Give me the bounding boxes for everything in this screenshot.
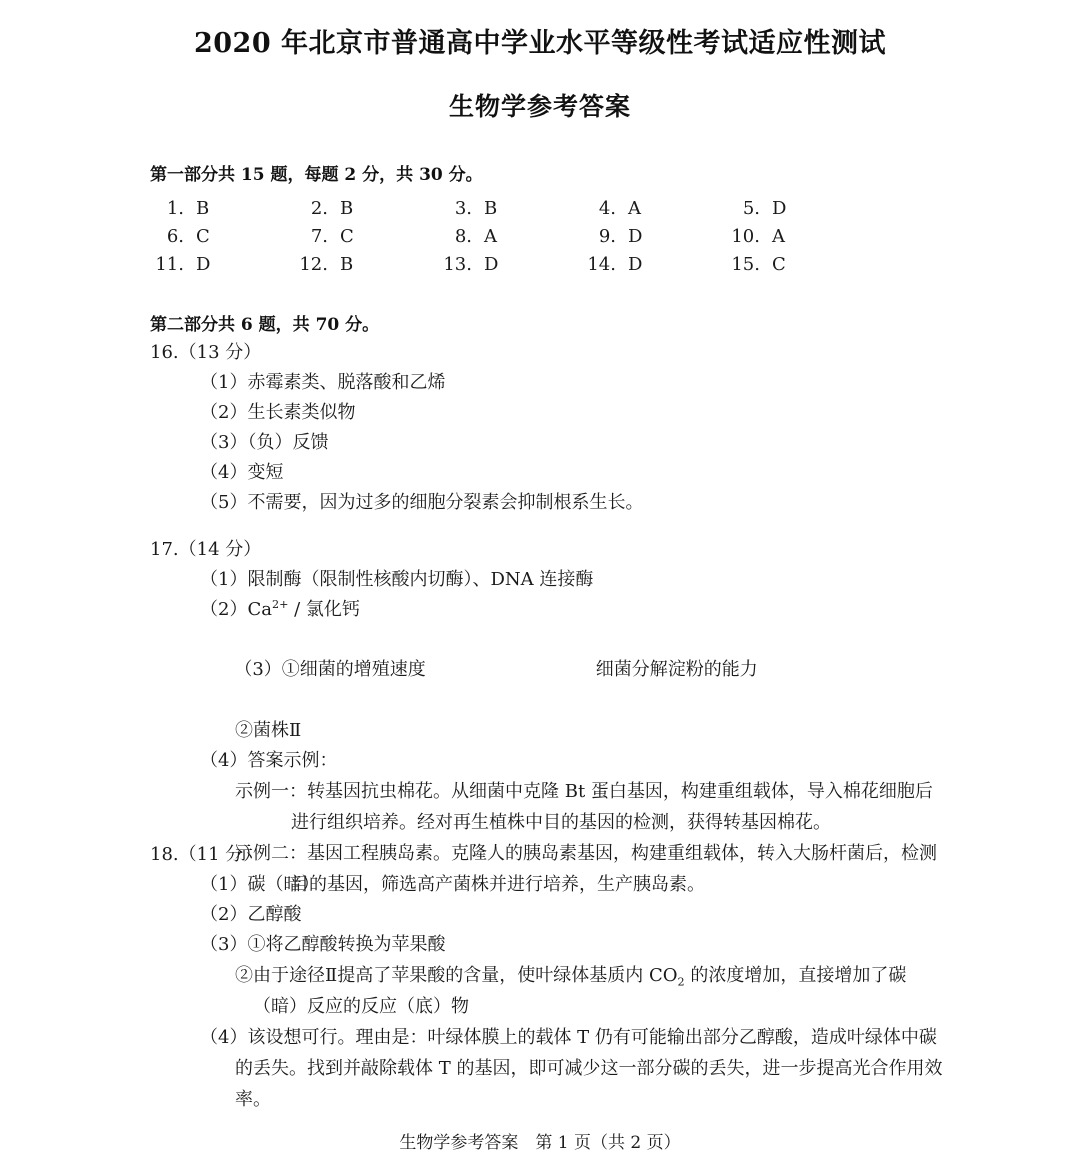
mcq-number: 4. [598, 198, 616, 219]
question-18-block [150, 840, 950, 1115]
mcq-cell [726, 198, 870, 219]
question-17-item-2-prefix: （2）Ca [200, 599, 272, 620]
question-16-item-4: （4）变短 [200, 462, 284, 483]
question-17-heading: 17.（14 分） [150, 539, 262, 560]
mcq-answer: B [196, 198, 210, 219]
question-17-example-1: 示例一：转基因抗虫棉花。从细菌中克隆 Bt 蛋白基因，构建重组载体，导入棉花细胞后进行组织培养。经对再生植株中目的基因的检测，获得转基因棉花。 [235, 781, 933, 833]
mcq-cell [150, 226, 294, 247]
mcq-answer: B [340, 254, 354, 275]
question-17-item-3-sub-2: ②菌株Ⅱ [235, 720, 302, 741]
question-18-item-3-marker: （3） [200, 934, 248, 955]
mcq-cell [582, 226, 726, 247]
question-17-item-3 [200, 625, 950, 715]
question-18-item-3-subscript: 2 [677, 975, 685, 989]
question-17-item-3-marker: （3） [234, 659, 282, 680]
question-17-item-3-blank-b: 细菌分解淀粉的能力 [595, 659, 758, 680]
question-18-item-3-sub-2-pre: ②由于途径Ⅱ提高了苹果酸的含量，使叶绿体基质内 CO [235, 965, 678, 986]
question-18-heading: 18.（11 分） [150, 844, 262, 865]
part-two-heading: 第二部分共 6 题，共 70 分。 [150, 315, 380, 335]
mcq-answer: A [484, 226, 497, 247]
mcq-cell [150, 254, 294, 275]
mcq-number: 15. [731, 254, 760, 275]
mcq-number: 6. [166, 226, 184, 247]
multiple-choice-answer-grid [150, 198, 870, 282]
mcq-answer: D [772, 198, 787, 219]
mcq-answer: A [628, 198, 641, 219]
mcq-row [150, 254, 870, 282]
mcq-number: 9. [598, 226, 616, 247]
question-18-item-1: （1）碳（暗） [200, 874, 320, 895]
question-17-item-3-blank-a: ①细菌的增殖速度 [281, 659, 426, 680]
document-subtitle: 生物学参考答案 [448, 92, 631, 122]
question-17-item-2-suffix: / 氯化钙 [288, 599, 360, 620]
mcq-cell [438, 198, 582, 219]
mcq-cell [150, 198, 294, 219]
mcq-cell [582, 254, 726, 275]
mcq-number: 8. [454, 226, 472, 247]
mcq-cell [294, 254, 438, 275]
mcq-row [150, 226, 870, 254]
question-17-item-1: （1）限制酶（限制性核酸内切酶）、DNA 连接酶 [200, 569, 594, 590]
question-17-item-2 [200, 595, 950, 625]
mcq-answer: D [484, 254, 499, 275]
mcq-cell [438, 226, 582, 247]
question-17-item-2-superscript: 2+ [271, 598, 289, 611]
mcq-answer: D [628, 226, 643, 247]
question-16-item-1: （1）赤霉素类、脱落酸和乙烯 [200, 372, 446, 393]
mcq-answer: A [772, 226, 785, 247]
mcq-number: 12. [299, 254, 328, 275]
mcq-answer: C [340, 226, 354, 247]
mcq-answer: B [340, 198, 354, 219]
mcq-row [150, 198, 870, 226]
mcq-number: 1. [166, 198, 184, 219]
question-18-item-3 [200, 930, 950, 960]
mcq-number: 3. [454, 198, 472, 219]
mcq-number: 2. [310, 198, 328, 219]
mcq-number: 10. [731, 226, 760, 247]
mcq-number: 7. [310, 226, 328, 247]
mcq-answer: D [196, 254, 211, 275]
mcq-number: 14. [587, 254, 616, 275]
question-16-item-5: （5）不需要，因为过多的细胞分裂素会抑制根系生长。 [200, 492, 644, 513]
mcq-answer: D [628, 254, 643, 275]
mcq-cell [726, 226, 870, 247]
question-16-heading: 16.（13 分） [150, 342, 262, 363]
mcq-number: 13. [443, 254, 472, 275]
question-17-item-4: （4）答案示例： [200, 750, 338, 771]
question-16-block [150, 338, 950, 518]
question-17-example-2: 示例二：基因工程胰岛素。克隆人的胰岛素基因，构建重组载体，转入大肠杆菌后，检测目的基因，筛选高产菌株并进行培养，生产胰岛素。 [235, 843, 937, 895]
mcq-number: 5. [742, 198, 760, 219]
page-footer: 生物学参考答案 第 1 页（共 2 页） [399, 1133, 681, 1153]
question-18-item-4: （4）该设想可行。理由是：叶绿体膜上的载体 T 仍有可能输出部分乙醇酸，造成叶绿体中碳的丢失。找到并敲除载体 T 的基因，即可减少这一部分碳的丢失，进一步提高光合作用效率。 [200, 1027, 943, 1110]
mcq-cell [294, 226, 438, 247]
question-18-item-2: （2）乙醇酸 [200, 904, 302, 925]
question-18-item-3-sub-1: ①将乙醇酸转换为苹果酸 [247, 934, 446, 955]
question-18-item-3-sub-2 [235, 960, 950, 1022]
mcq-answer: C [196, 226, 210, 247]
mcq-answer: C [772, 254, 786, 275]
mcq-cell [438, 254, 582, 275]
mcq-answer: B [484, 198, 498, 219]
question-16-item-2: （2）生长素类似物 [200, 402, 356, 423]
question-16-item-3: （3）（负）反馈 [200, 432, 329, 453]
part-one-heading: 第一部分共 15 题，每题 2 分，共 30 分。 [150, 165, 483, 185]
document-title: 2020 年北京市普通高中学业水平等级性考试适应性测试 [193, 28, 887, 59]
question-18-item-3-sub-2-post: 的浓度增加，直接增加了碳（暗）反应的反应（底）物 [253, 965, 907, 1017]
mcq-cell [294, 198, 438, 219]
mcq-cell [582, 198, 726, 219]
mcq-number: 11. [155, 254, 184, 275]
mcq-cell [726, 254, 870, 275]
